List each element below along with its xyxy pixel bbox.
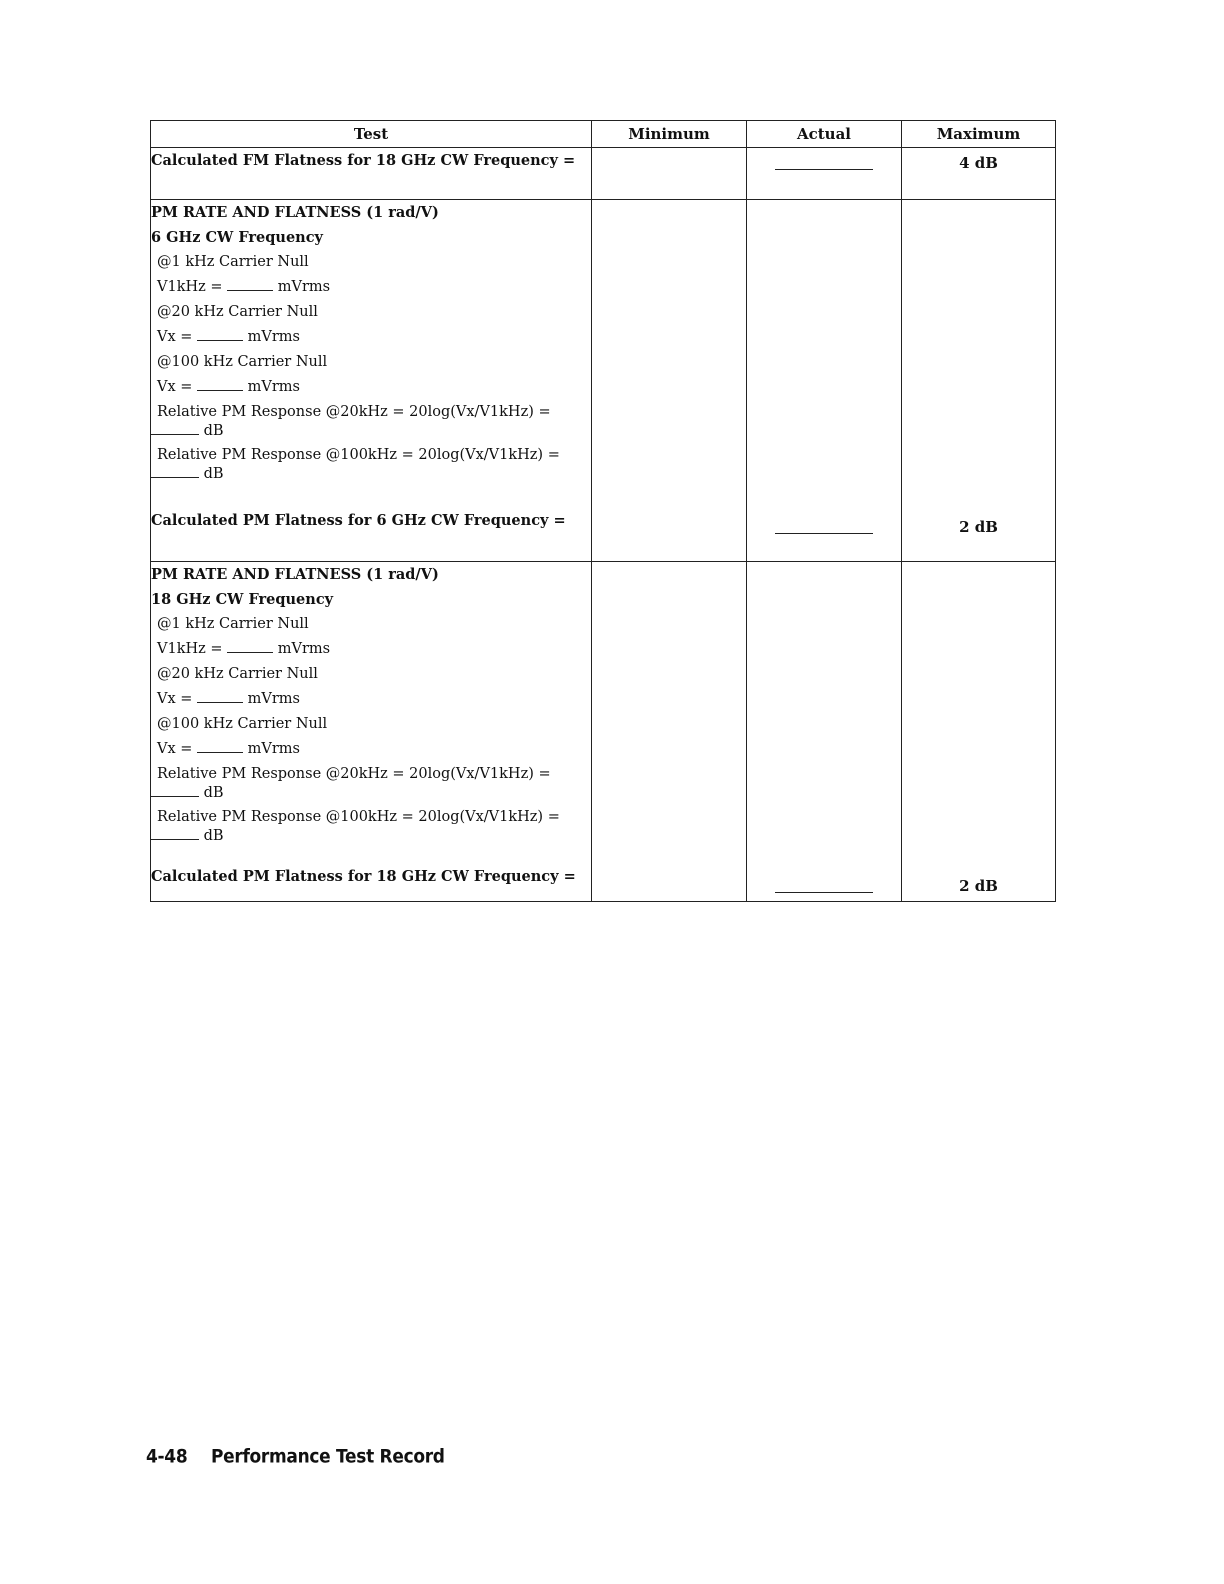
unit: mVrms xyxy=(277,641,331,657)
vx-label: Vx = xyxy=(157,329,193,345)
carrier-null-100khz: @100 kHz Carrier Null xyxy=(157,716,328,732)
header-actual: Actual xyxy=(747,121,902,148)
header-minimum: Minimum xyxy=(592,121,747,148)
vx-entry-blank[interactable] xyxy=(197,378,243,391)
actual-cell[interactable] xyxy=(747,148,902,200)
section-title: PM RATE AND FLATNESS (1 rad/V) xyxy=(151,204,439,221)
v1khz-entry-blank[interactable] xyxy=(227,278,273,291)
test-cell xyxy=(151,562,592,902)
db-unit: dB xyxy=(203,466,224,482)
header-test: Test xyxy=(151,121,592,148)
maximum-cell xyxy=(902,562,1056,902)
section-title: PM RATE AND FLATNESS (1 rad/V) xyxy=(151,566,439,583)
unit: mVrms xyxy=(247,379,300,395)
actual-entry-line[interactable] xyxy=(775,533,873,534)
vx-line-20khz xyxy=(151,325,591,350)
relative-response-label: Relative PM Response @20kHz = 20log(Vx/V1kHz) = xyxy=(157,766,551,782)
vx-label: Vx = xyxy=(157,691,193,707)
db-entry-blank[interactable] xyxy=(151,827,199,840)
page-number: 4-48 xyxy=(146,1446,188,1468)
db-entry-blank[interactable] xyxy=(151,784,199,797)
test-cell xyxy=(151,148,592,200)
actual-entry-line[interactable] xyxy=(775,892,873,893)
fm-flatness-label: Calculated FM Flatness for 18 GHz CW Frequency = xyxy=(151,152,576,169)
header-maximum: Maximum xyxy=(902,121,1056,148)
unit: mVrms xyxy=(247,329,300,345)
vx-line-20khz xyxy=(151,687,591,712)
carrier-null-20khz: @20 kHz Carrier Null xyxy=(157,304,318,320)
header-row xyxy=(151,121,1056,148)
vx-entry-blank[interactable] xyxy=(197,690,243,703)
carrier-null-20khz: @20 kHz Carrier Null xyxy=(157,666,318,682)
v1khz-label: V1kHz = xyxy=(157,279,223,295)
v1khz-entry-blank[interactable] xyxy=(227,640,273,653)
footer-title: Performance Test Record xyxy=(210,1446,445,1468)
maximum-cell xyxy=(902,148,1056,200)
performance-test-record-table xyxy=(150,120,1056,902)
db-unit: dB xyxy=(203,423,224,439)
maximum-value: 2 dB xyxy=(959,877,998,895)
actual-cell[interactable] xyxy=(747,200,902,562)
vx-label: Vx = xyxy=(157,379,193,395)
relative-response-label: Relative PM Response @100kHz = 20log(Vx/V1kHz) = xyxy=(157,809,560,825)
test-cell xyxy=(151,200,592,562)
actual-cell[interactable] xyxy=(747,562,902,902)
vx-label: Vx = xyxy=(157,741,193,757)
db-unit: dB xyxy=(203,785,224,801)
carrier-null-100khz: @100 kHz Carrier Null xyxy=(157,354,328,370)
v1khz-line xyxy=(151,275,591,300)
row-pm-6ghz xyxy=(151,200,1056,562)
maximum-cell xyxy=(902,200,1056,562)
row-pm-18ghz xyxy=(151,562,1056,902)
calculated-pm-flatness-label: Calculated PM Flatness for 18 GHz CW Frequency = xyxy=(151,868,576,885)
v1khz-label: V1kHz = xyxy=(157,641,223,657)
row-fm-flatness-18ghz xyxy=(151,148,1056,200)
calculated-pm-flatness-label: Calculated PM Flatness for 6 GHz CW Frequency = xyxy=(151,512,566,529)
vx-entry-blank[interactable] xyxy=(197,328,243,341)
vx-line-100khz xyxy=(151,737,591,762)
minimum-cell xyxy=(592,148,747,200)
relative-response-label: Relative PM Response @20kHz = 20log(Vx/V1kHz) = xyxy=(157,404,551,420)
maximum-value: 4 dB xyxy=(959,154,998,172)
db-entry-blank[interactable] xyxy=(151,465,199,478)
actual-entry-line[interactable] xyxy=(775,169,873,170)
relative-response-20khz xyxy=(151,400,591,443)
v1khz-line xyxy=(151,637,591,662)
relative-response-100khz xyxy=(151,443,591,486)
maximum-value: 2 dB xyxy=(959,518,998,536)
unit: mVrms xyxy=(277,279,331,295)
db-unit: dB xyxy=(203,828,224,844)
vx-entry-blank[interactable] xyxy=(197,740,243,753)
frequency-label: 6 GHz CW Frequency xyxy=(151,229,323,246)
carrier-null-1khz: @1 kHz Carrier Null xyxy=(157,616,309,632)
unit: mVrms xyxy=(247,741,300,757)
relative-response-20khz xyxy=(151,762,591,805)
db-entry-blank[interactable] xyxy=(151,422,199,435)
page-footer xyxy=(146,1446,445,1468)
relative-response-label: Relative PM Response @100kHz = 20log(Vx/V1kHz) = xyxy=(157,447,560,463)
vx-line-100khz xyxy=(151,375,591,400)
carrier-null-1khz: @1 kHz Carrier Null xyxy=(157,254,309,270)
relative-response-100khz xyxy=(151,805,591,848)
frequency-label: 18 GHz CW Frequency xyxy=(151,591,334,608)
minimum-cell xyxy=(592,562,747,902)
minimum-cell xyxy=(592,200,747,562)
unit: mVrms xyxy=(247,691,300,707)
